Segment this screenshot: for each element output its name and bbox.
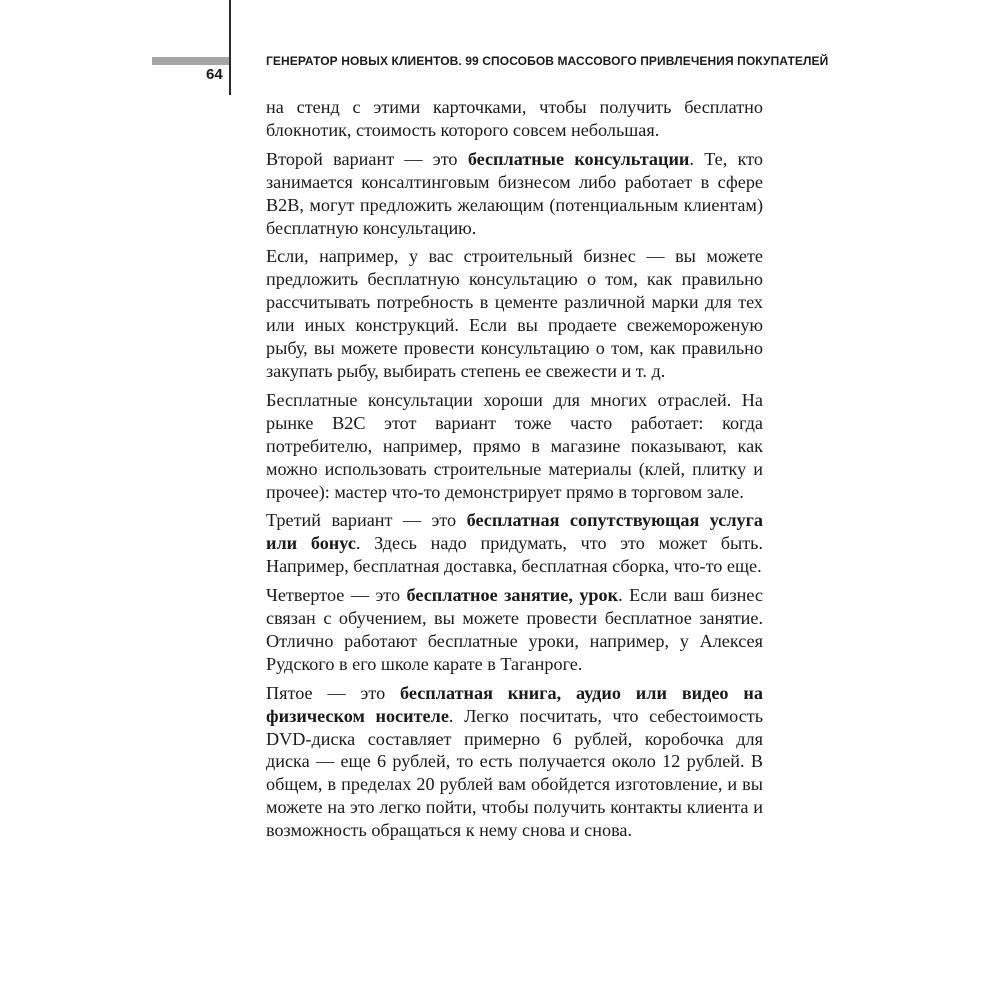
paragraph-4: Бесплатные консультации хороши для многих отраслей. На рынке B2C этот вариант тоже часто работает: когда потребителю, например, прямо в магазине показывают, как можно использовать строительные материалы (клей, плитку и прочее): мастер что-то демонстрирует прямо в торговом зале. (266, 389, 763, 502)
paragraph-6: Четвертое — это бесплатное занятие, урок. Если ваш бизнес связан с обучением, вы можете провести бесплатное занятие. Отлично работают бесплатные уроки, например, у Алексея Рудского в его школе карате в Таганроге. (266, 585, 763, 674)
running-head: ГЕНЕРАТОР НОВЫХ КЛИЕНТОВ. 99 СПОСОБОВ МАССОВОГО ПРИВЛЕЧЕНИЯ ПОКУПАТЕЛЕЙ (266, 54, 829, 68)
header-grey-bar (152, 57, 229, 65)
emphasis-free-book: бесплатная книга, аудио или видео на физическом носителе (266, 682, 763, 726)
emphasis-free-lesson: бесплатное занятие, урок (406, 585, 619, 606)
emphasis-free-service: бесплатная сопутствующая услуга или бонус (266, 510, 764, 554)
paragraph-3: Если, например, у вас строительный бизнес — вы можете предложить бесплатную консультацию о том, как правильно рассчитывать потребность в цементе различной марки для тех или иных конструкций. Если вы продаете свежемороженую рыбу, вы можете провести консультацию о том, как правильно закупать рыбу, выбирать степень ее свежести и т. д. (266, 246, 763, 381)
paragraph-7: Пятое — это бесплатная книга, аудио или видео на физическом носителе. Легко посчитать, что себестоимость DVD-диска составляет примерно 6 рублей, коробочка для диска — еще 6 рублей, то есть получается около 12 рублей. В общем, в пределах 20 рублей вам обойдется изготовление, и вы можете на это легко пойти, чтобы получить контакты клиента и возможность обращаться к нему снова и снова. (266, 682, 764, 841)
paragraph-5: Третий вариант — это бесплатная сопутствующая услуга или бонус. Здесь надо придумать, что это может быть. Например, бесплатная доставка, бесплатная сборка, что-то еще. (266, 510, 764, 577)
emphasis-free-consultations: бесплатные консультации (467, 148, 690, 169)
paragraph-2: Второй вариант — это бесплатные консультации. Те, кто занимается консалтинговым бизнесом либо работает в сфере B2B, могут предложить желающим (потенциальным клиентам) бесплатную консультацию. (266, 148, 763, 238)
page-number: 64 (206, 66, 223, 83)
header-vertical-rule (229, 0, 231, 95)
page-body (266, 96, 763, 848)
paragraph-1: на стенд с этими карточками, чтобы получить бесплатно блокнотик, стоимость которого совсем небольшая. (266, 97, 763, 140)
